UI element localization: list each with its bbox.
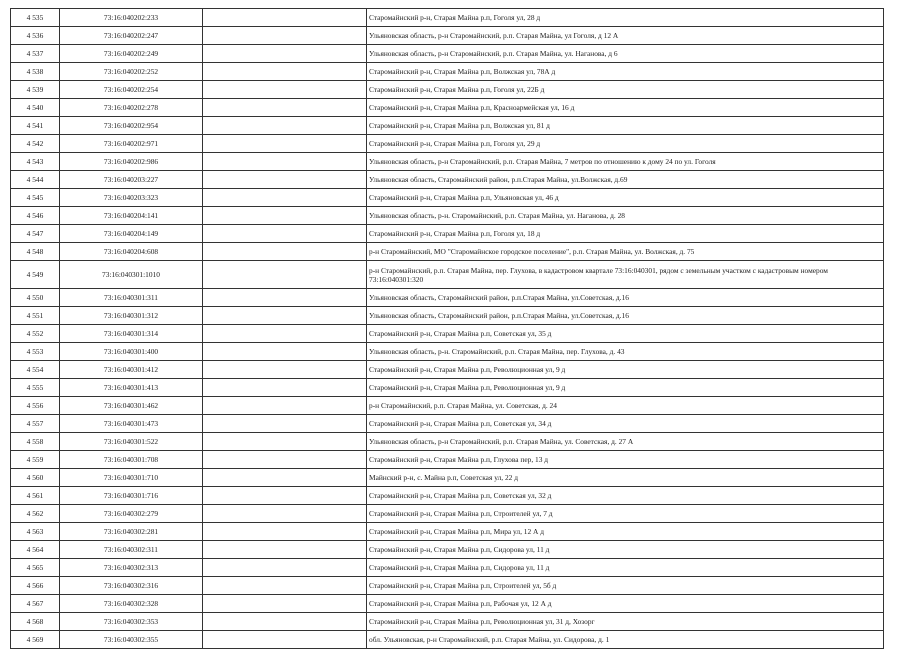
cadastral-number-cell: 73:16:040301:312 [60,307,203,325]
address-cell: Ульяновская область, р-н Старомайнский, р.п. Старая Майна, ул. Советская, д. 27 А [367,433,884,451]
cadastral-number-cell: 73:16:040202:247 [60,27,203,45]
row-number-cell: 4 543 [11,153,60,171]
cadastral-number-cell: 73:16:040301:400 [60,343,203,361]
empty-cell [203,487,367,505]
cadastral-number-cell: 73:16:040301:1010 [60,261,203,289]
address-cell: Старомайнский р-н, Старая Майна р.п, Революционная ул, 31 д, Хозорг [367,613,884,631]
table-row [11,523,884,541]
cadastral-number-cell: 73:16:040301:462 [60,397,203,415]
address-cell: Старомайнский р-н, Старая Майна р.п, Волжская ул, 81 д [367,117,884,135]
table-row [11,613,884,631]
table-row [11,27,884,45]
address-cell: Ульяновская область, р-н Старомайнский, р.п. Старая Майна, ул Гоголя, д 12 А [367,27,884,45]
table-row [11,307,884,325]
empty-cell [203,153,367,171]
empty-cell [203,135,367,153]
cadastral-number-cell: 73:16:040202:954 [60,117,203,135]
empty-cell [203,63,367,81]
row-number-cell: 4 560 [11,469,60,487]
table-row [11,261,884,289]
table-row [11,153,884,171]
address-cell: Старомайнский р-н, Старая Майна р.п, Красноармейская ул, 16 д [367,99,884,117]
table-row [11,487,884,505]
cadastral-number-cell: 73:16:040302:353 [60,613,203,631]
address-cell: Ульяновская область, Старомайнский район, р.п.Старая Майна, ул.Советская, д.16 [367,307,884,325]
table-row [11,99,884,117]
cadastral-number-cell: 73:16:040301:522 [60,433,203,451]
row-number-cell: 4 541 [11,117,60,135]
address-cell: Ульяновская область, р-н Старомайнский, р.п. Старая Майна, 7 метров по отношению к дому 24 по ул. Гоголя [367,153,884,171]
table-row [11,225,884,243]
address-cell: Старомайнский р-н, Старая Майна р.п, Революционная ул, 9 д [367,379,884,397]
cadastral-number-cell: 73:16:040203:323 [60,189,203,207]
address-cell: Ульяновская область, р-н. Старомайнский, р.п. Старая Майна, ул. Наганова, д. 28 [367,207,884,225]
cadastral-number-cell: 73:16:040302:316 [60,577,203,595]
table-row [11,189,884,207]
table-row [11,243,884,261]
empty-cell [203,469,367,487]
address-cell: Старомайнский р-н, Старая Майна р.п, Ульяновская ул, 46 д [367,189,884,207]
row-number-cell: 4 536 [11,27,60,45]
address-cell: Ульяновская область, р-н. Старомайнский, р.п. Старая Майна, пер. Глухова, д. 43 [367,343,884,361]
row-number-cell: 4 553 [11,343,60,361]
row-number-cell: 4 548 [11,243,60,261]
address-cell: обл. Ульяновская, р-н Старомайнский, р.п. Старая Майна, ул. Сидорова, д. 1 [367,631,884,649]
cadastral-number-cell: 73:16:040301:473 [60,415,203,433]
address-cell: Старомайнский р-н, Старая Майна р.п, Гоголя ул, 28 д [367,9,884,27]
empty-cell [203,541,367,559]
empty-cell [203,451,367,469]
table-row [11,81,884,99]
parcel-table-body [11,9,884,649]
cadastral-number-cell: 73:16:040301:412 [60,361,203,379]
document-page [10,8,883,649]
table-row [11,397,884,415]
table-row [11,433,884,451]
empty-cell [203,9,367,27]
table-row [11,63,884,81]
empty-cell [203,343,367,361]
empty-cell [203,505,367,523]
row-number-cell: 4 546 [11,207,60,225]
cadastral-number-cell: 73:16:040301:314 [60,325,203,343]
cadastral-number-cell: 73:16:040202:254 [60,81,203,99]
address-cell: Старомайнский р-н, Старая Майна р.п, Строителей ул, 7 д [367,505,884,523]
row-number-cell: 4 550 [11,289,60,307]
empty-cell [203,559,367,577]
cadastral-number-cell: 73:16:040301:311 [60,289,203,307]
address-cell: Старомайнский р-н, Старая Майна р.п, Глухова пер, 13 д [367,451,884,469]
row-number-cell: 4 535 [11,9,60,27]
table-row [11,343,884,361]
cadastral-number-cell: 73:16:040202:986 [60,153,203,171]
table-row [11,171,884,189]
table-row [11,325,884,343]
row-number-cell: 4 565 [11,559,60,577]
table-row [11,577,884,595]
row-number-cell: 4 556 [11,397,60,415]
table-row [11,45,884,63]
address-cell: Старомайнский р-н, Старая Майна р.п, Гоголя ул, 22Б д [367,81,884,99]
address-cell: р-н Старомайнский, МО "Старомайнское городское поселение", р.п. Старая Майна, ул. Волжская, д. 75 [367,243,884,261]
table-row [11,469,884,487]
empty-cell [203,45,367,63]
address-cell: Старомайнский р-н, Старая Майна р.п, Сидорова ул, 11 д [367,541,884,559]
table-row [11,541,884,559]
row-number-cell: 4 559 [11,451,60,469]
row-number-cell: 4 538 [11,63,60,81]
address-cell: Старомайнский р-н, Старая Майна р.п, Сидорова ул, 11 д [367,559,884,577]
cadastral-number-cell: 73:16:040302:313 [60,559,203,577]
empty-cell [203,325,367,343]
empty-cell [203,189,367,207]
table-row [11,595,884,613]
row-number-cell: 4 555 [11,379,60,397]
cadastral-number-cell: 73:16:040302:279 [60,505,203,523]
row-number-cell: 4 547 [11,225,60,243]
empty-cell [203,577,367,595]
cadastral-number-cell: 73:16:040302:311 [60,541,203,559]
table-row [11,289,884,307]
cadastral-number-cell: 73:16:040203:227 [60,171,203,189]
row-number-cell: 4 558 [11,433,60,451]
empty-cell [203,289,367,307]
row-number-cell: 4 542 [11,135,60,153]
empty-cell [203,171,367,189]
address-cell: Старомайнский р-н, Старая Майна р.п, Гоголя ул, 18 д [367,225,884,243]
cadastral-number-cell: 73:16:040202:249 [60,45,203,63]
row-number-cell: 4 564 [11,541,60,559]
row-number-cell: 4 537 [11,45,60,63]
table-row [11,415,884,433]
address-cell: Старомайнский р-н, Старая Майна р.п, Советская ул, 32 д [367,487,884,505]
row-number-cell: 4 539 [11,81,60,99]
empty-cell [203,81,367,99]
empty-cell [203,379,367,397]
address-cell: Ульяновская область, Старомайнский район, р.п.Старая Майна, ул.Волжская, д.69 [367,171,884,189]
cadastral-number-cell: 73:16:040301:413 [60,379,203,397]
table-row [11,361,884,379]
cadastral-number-cell: 73:16:040301:716 [60,487,203,505]
address-cell: Старомайнский р-н, Старая Майна р.п, Волжская ул, 78А д [367,63,884,81]
cadastral-number-cell: 73:16:040204:608 [60,243,203,261]
table-row [11,207,884,225]
table-row [11,505,884,523]
empty-cell [203,261,367,289]
cadastral-number-cell: 73:16:040301:710 [60,469,203,487]
address-cell: Старомайнский р-н, Старая Майна р.п, Советская ул, 34 д [367,415,884,433]
empty-cell [203,595,367,613]
empty-cell [203,225,367,243]
empty-cell [203,207,367,225]
cadastral-number-cell: 73:16:040302:328 [60,595,203,613]
address-cell: Майнский р-н, с. Майна р.п, Советская ул, 22 д [367,469,884,487]
row-number-cell: 4 540 [11,99,60,117]
row-number-cell: 4 545 [11,189,60,207]
address-cell: Старомайнский р-н, Старая Майна р.п, Гоголя ул, 29 д [367,135,884,153]
row-number-cell: 4 549 [11,261,60,289]
empty-cell [203,415,367,433]
empty-cell [203,117,367,135]
row-number-cell: 4 544 [11,171,60,189]
table-row [11,9,884,27]
row-number-cell: 4 567 [11,595,60,613]
row-number-cell: 4 554 [11,361,60,379]
row-number-cell: 4 562 [11,505,60,523]
empty-cell [203,99,367,117]
empty-cell [203,307,367,325]
row-number-cell: 4 551 [11,307,60,325]
row-number-cell: 4 552 [11,325,60,343]
cadastral-number-cell: 73:16:040202:233 [60,9,203,27]
empty-cell [203,27,367,45]
table-row [11,135,884,153]
parcel-table [10,8,884,649]
address-cell: Ульяновская область, р-н Старомайнский, р.п. Старая Майна, ул. Наганова, д 6 [367,45,884,63]
table-row [11,379,884,397]
cadastral-number-cell: 73:16:040204:149 [60,225,203,243]
empty-cell [203,613,367,631]
cadastral-number-cell: 73:16:040202:252 [60,63,203,81]
address-cell: Старомайнский р-н, Старая Майна р.п, Мира ул, 12 А д [367,523,884,541]
row-number-cell: 4 568 [11,613,60,631]
address-cell: Старомайнский р-н, Старая Майна р.п, Строителей ул, 5б д [367,577,884,595]
cadastral-number-cell: 73:16:040204:141 [60,207,203,225]
row-number-cell: 4 569 [11,631,60,649]
address-cell: р-н Старомайнский, р.п. Старая Майна, пер. Глухова, в кадастровом квартале 73:16:040301, рядом с земельным участком с кадастровым номером 73:16:040301:320 [367,261,884,289]
empty-cell [203,397,367,415]
address-cell: Старомайнский р-н, Старая Майна р.п, Советская ул, 35 д [367,325,884,343]
empty-cell [203,523,367,541]
row-number-cell: 4 561 [11,487,60,505]
table-row [11,117,884,135]
cadastral-number-cell: 73:16:040202:278 [60,99,203,117]
empty-cell [203,433,367,451]
row-number-cell: 4 557 [11,415,60,433]
cadastral-number-cell: 73:16:040301:708 [60,451,203,469]
address-cell: Ульяновская область, Старомайнский район, р.п.Старая Майна, ул.Советская, д.16 [367,289,884,307]
cadastral-number-cell: 73:16:040302:355 [60,631,203,649]
table-row [11,559,884,577]
empty-cell [203,243,367,261]
cadastral-number-cell: 73:16:040202:971 [60,135,203,153]
row-number-cell: 4 566 [11,577,60,595]
table-row [11,451,884,469]
cadastral-number-cell: 73:16:040302:281 [60,523,203,541]
address-cell: Старомайнский р-н, Старая Майна р.п, Рабочая ул, 12 А д [367,595,884,613]
address-cell: Старомайнский р-н, Старая Майна р.п, Революционная ул, 9 д [367,361,884,379]
row-number-cell: 4 563 [11,523,60,541]
address-cell: р-н Старомайнский, р.п. Старая Майна, ул. Советская, д. 24 [367,397,884,415]
empty-cell [203,361,367,379]
